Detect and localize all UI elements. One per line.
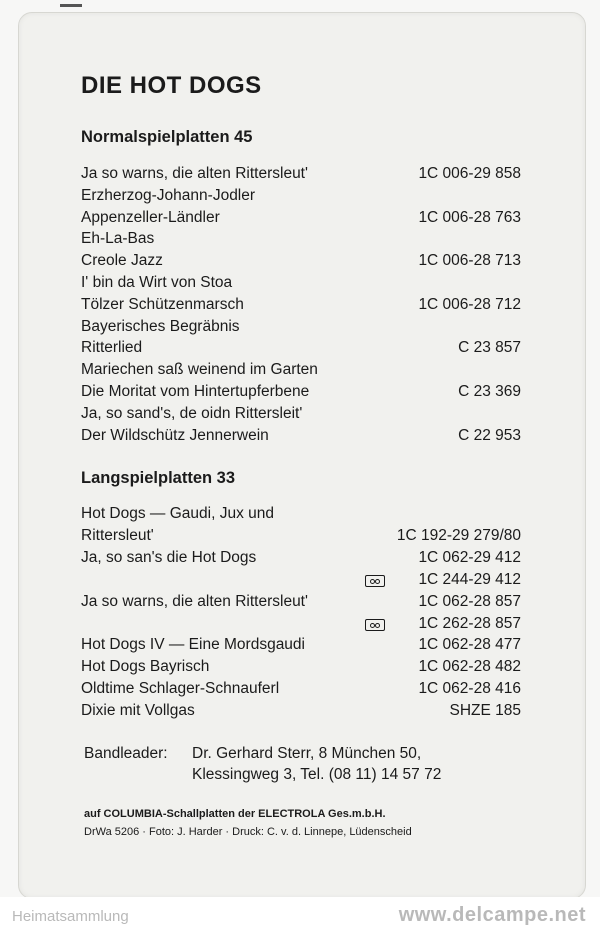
lps-heading: Langspielplatten 33 (81, 469, 236, 487)
list-item (81, 165, 521, 187)
watermark-left: Heimatsammlung (12, 908, 129, 925)
record-title: Dixie mit Vollgas (81, 702, 195, 720)
bandleader-address-2: Klessingweg 3, Tel. (08 11) 14 57 72 (192, 766, 442, 783)
catalog-number: C 22 953 (458, 426, 521, 444)
catalog-number: 1C 006-28 712 (418, 295, 521, 313)
list-item (81, 658, 521, 680)
record-title: Ritterlied (81, 339, 143, 357)
record-title: Hot Dogs IV — Eine Mordsgaudi (81, 636, 305, 654)
record-title: Mariechen saß weinend im Garten (81, 361, 318, 379)
record-title: Hot Dogs — Gaudi, Jux und (81, 505, 274, 522)
list-item (81, 296, 521, 318)
catalog-number: 1C 006-28 763 (418, 208, 521, 226)
cassette-icon (365, 575, 385, 587)
record-title: Erzherzog-Johann-Jodler (81, 186, 256, 204)
list-item (81, 230, 521, 252)
list-item (81, 339, 521, 361)
list-item (81, 593, 521, 615)
list-item (81, 427, 521, 449)
catalog-number: 1C 062-28 416 (418, 680, 521, 698)
record-title: Ja so warns, die alten Rittersleut' (81, 592, 308, 610)
list-item (81, 274, 521, 296)
singles-heading: Normalspielplatten 45 (81, 128, 253, 146)
list-item (81, 527, 521, 549)
catalog-number: 1C 192-29 279/80 (396, 526, 521, 544)
catalog-number: 1C 006-29 858 (418, 165, 521, 182)
record-title: Tölzer Schützenmarsch (81, 295, 244, 313)
watermark-right: www.delcampe.net (398, 904, 586, 926)
record-title: Eh-La-Bas (81, 230, 155, 248)
edge-mark (60, 4, 82, 7)
catalog-number: SHZE 185 (449, 702, 521, 720)
list-item (81, 615, 521, 637)
record-title: Hot Dogs Bayrisch (81, 658, 210, 676)
record-title: I' bin da Wirt von Stoa (81, 274, 233, 291)
list-item (81, 252, 521, 274)
list-item (81, 405, 521, 427)
record-title: Appenzeller-Ländler (81, 208, 220, 226)
list-item (81, 702, 521, 724)
record-label-line: auf COLUMBIA-Schallplatten der ELECTROLA Ges.m.b.H. (84, 808, 386, 820)
list-item (81, 187, 521, 209)
list-item (81, 209, 521, 231)
catalog-number: 1C 062-29 412 (418, 548, 521, 566)
bandleader-address-1: Dr. Gerhard Sterr, 8 München 50, (192, 745, 422, 762)
record-title: Der Wildschütz Jennerwein (81, 426, 269, 444)
cassette-icon (365, 619, 385, 631)
list-item (81, 636, 521, 658)
print-credit-line: DrWa 5206 · Foto: J. Harder · Druck: C. v. d. Linnepe, Lüdenscheid (84, 826, 412, 838)
catalog-number: 1C 006-28 713 (418, 252, 521, 270)
list-item (81, 505, 521, 527)
record-title: Creole Jazz (81, 252, 163, 270)
list-item (81, 680, 521, 702)
record-title: Ja so warns, die alten Rittersleut' (81, 165, 308, 182)
record-title: Bayerisches Begräbnis (81, 317, 240, 335)
list-item (81, 549, 521, 571)
catalog-number: 1C 262-28 857 (418, 614, 521, 632)
record-title: Ja, so san's die Hot Dogs (81, 548, 257, 566)
bandleader-line-1 (84, 745, 421, 763)
catalog-number: 1C 062-28 857 (418, 592, 521, 610)
catalog-number: 1C 062-28 477 (418, 636, 521, 654)
catalog-number: C 23 857 (458, 339, 521, 357)
catalog-number: C 23 369 (458, 383, 521, 400)
record-title: Oldtime Schlager-Schnauferl (81, 680, 280, 698)
record-title: Ja, so sand's, de oidn Rittersleit' (81, 404, 303, 422)
list-item (81, 361, 521, 383)
list-item (81, 318, 521, 340)
record-title: Die Moritat vom Hintertupferbene (81, 383, 310, 400)
record-title: Rittersleut' (81, 526, 154, 544)
catalog-number: 1C 244-29 412 (418, 570, 521, 588)
bandleader-label: Bandleader: (84, 745, 168, 762)
page-title: DIE HOT DOGS (81, 72, 262, 99)
list-item (81, 571, 521, 593)
catalog-number: 1C 062-28 482 (418, 658, 521, 676)
list-item (81, 383, 521, 405)
